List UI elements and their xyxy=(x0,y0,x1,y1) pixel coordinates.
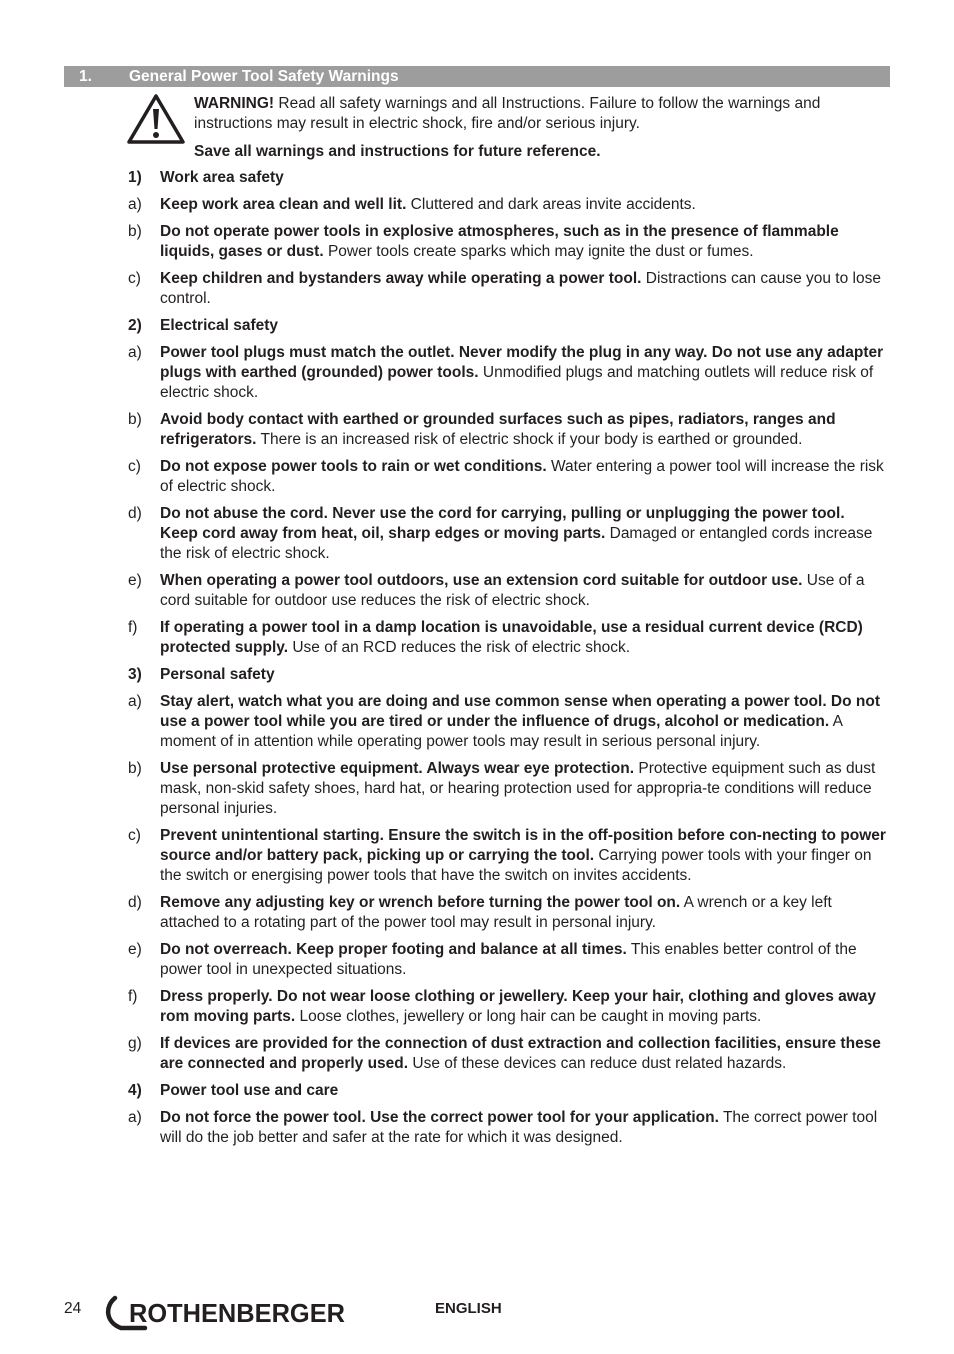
list-item xyxy=(0,987,954,1034)
item-bold-text: If devices are provided for the connection of dust extraction and collection facilities, ensure these are connected and properly used. xyxy=(160,1035,881,1072)
item-body-text: Protective equipment such as dust mask, non-skid safety shoes, hard hat, or hearing protection used for appropria-te conditions will reduce personal injuries. xyxy=(160,760,876,817)
item-body-text: Damaged or entangled cords increase the risk of electric shock. xyxy=(160,525,873,562)
item-bold-text: Remove any adjusting key or wrench before turning the power tool on. xyxy=(160,894,681,911)
item-letter: c) xyxy=(128,270,141,287)
item-bold-text: Use personal protective equipment. Always wear eye protection. xyxy=(160,760,635,777)
list-item xyxy=(0,759,954,826)
item-body-text: Loose clothes, jewellery or long hair can be caught in moving parts. xyxy=(295,1008,762,1025)
item-text xyxy=(160,826,886,886)
item-body-text: Unmodified plugs and matching outlets will reduce risk of electric shock. xyxy=(160,364,874,401)
subsection-heading xyxy=(0,665,954,692)
item-bold-text: Do not operate power tools in explosive atmospheres, such as in the presence of flammable liquids, gases or dust. xyxy=(160,223,839,260)
item-bold-text: Power tool plugs must match the outlet. Never modify the plug in any way. Do not use any adapter plugs with earthed (grounded) power tools. xyxy=(160,344,884,381)
list-item xyxy=(0,826,954,893)
list-item xyxy=(0,893,954,940)
item-body-text: Cluttered and dark areas invite accidents. xyxy=(406,196,696,213)
item-bold-text: Keep children and bystanders away while operating a power tool. xyxy=(160,270,642,287)
subsection-number: 2) xyxy=(128,317,142,334)
list-item xyxy=(0,571,954,618)
item-body-text: A moment of in attention while operating power tools may result in serious personal injury. xyxy=(160,713,843,750)
item-letter: c) xyxy=(128,827,141,844)
item-text xyxy=(160,343,886,403)
item-body-text: Use of these devices can reduce dust related hazards. xyxy=(408,1055,787,1072)
item-text xyxy=(160,269,886,309)
item-body-text: Power tools create sparks which may ignite the dust or fumes. xyxy=(323,243,754,260)
item-bold-text: Keep work area clean and well lit. xyxy=(160,196,407,213)
list-item xyxy=(0,692,954,759)
item-letter: b) xyxy=(128,760,142,777)
item-text xyxy=(160,1034,886,1074)
list-item xyxy=(0,457,954,504)
item-text xyxy=(160,195,886,215)
subsection-title: Electrical safety xyxy=(160,317,279,334)
section-title: General Power Tool Safety Warnings xyxy=(129,68,399,85)
item-text xyxy=(160,1108,886,1148)
page-footer xyxy=(0,1292,954,1342)
item-body-text: Use of a cord suitable for outdoor use reduces the risk of electric shock. xyxy=(160,572,865,609)
item-text xyxy=(160,571,886,611)
item-letter: e) xyxy=(128,572,142,589)
item-text xyxy=(160,504,886,564)
item-body-text: A wrench or a key left attached to a rotating part of the power tool may result in personal injury. xyxy=(160,894,832,931)
item-letter: a) xyxy=(128,196,142,213)
subsection-number: 3) xyxy=(128,666,142,683)
item-text xyxy=(160,222,886,262)
item-bold-text: Avoid body contact with earthed or grounded surfaces such as pipes, radiators, ranges and refrigerators. xyxy=(160,411,836,448)
item-bold-text: Do not expose power tools to rain or wet conditions. xyxy=(160,458,547,475)
item-letter: d) xyxy=(128,894,142,911)
subsection-title: Power tool use and care xyxy=(160,1082,339,1099)
page-number: 24 xyxy=(64,1300,82,1317)
warning-body: Read all safety warnings and all Instructions. Failure to follow the warnings and instructions may result in electric shock, fire and/or serious injury. xyxy=(194,95,821,132)
item-body-text: The correct power tool will do the job better and safer at the rate for which it was designed. xyxy=(160,1109,878,1146)
warning-label: WARNING! xyxy=(194,95,275,112)
item-text xyxy=(160,618,886,658)
item-bold-text: If operating a power tool in a damp location is unavoidable, use a residual current device (RCD) protected supply. xyxy=(160,619,863,656)
item-letter: a) xyxy=(128,344,142,361)
subsection-heading xyxy=(0,168,954,195)
item-bold-text: Do not force the power tool. Use the correct power tool for your application. xyxy=(160,1109,719,1126)
item-letter: f) xyxy=(128,988,138,1005)
warning-text xyxy=(194,94,886,134)
warning-triangle-icon xyxy=(126,93,186,145)
item-letter: e) xyxy=(128,941,142,958)
subsection-number: 4) xyxy=(128,1082,142,1099)
item-text xyxy=(160,987,886,1027)
list-item xyxy=(0,1108,954,1155)
item-letter: f) xyxy=(128,619,138,636)
list-item xyxy=(0,222,954,269)
section-header xyxy=(64,66,890,87)
item-bold-text: Do not abuse the cord. Never use the cord for carrying, pulling or unplugging the power tool. Keep cord away from heat, oil, sharp edges or moving parts. xyxy=(160,505,845,542)
item-text xyxy=(160,692,886,752)
section-number: 1. xyxy=(79,68,92,85)
save-instructions-note: Save all warnings and instructions for future reference. xyxy=(194,143,601,160)
item-body-text: Distractions can cause you to lose control. xyxy=(160,270,881,307)
item-letter: c) xyxy=(128,458,141,475)
language-label: ENGLISH xyxy=(435,1300,502,1317)
subsection-heading xyxy=(0,316,954,343)
brand-wordmark: ROTHENBERGER xyxy=(129,1298,346,1328)
item-letter: g) xyxy=(128,1035,142,1052)
list-item xyxy=(0,343,954,410)
subsection-title: Personal safety xyxy=(160,666,275,683)
item-body-text: Carrying power tools with your finger on the switch or energising power tools that have the switch on invites accidents. xyxy=(160,847,872,884)
list-item xyxy=(0,504,954,571)
list-item xyxy=(0,1034,954,1081)
item-body-text: There is an increased risk of electric shock if your body is earthed or grounded. xyxy=(256,431,803,448)
item-text xyxy=(160,410,886,450)
item-letter: a) xyxy=(128,1109,142,1126)
item-text xyxy=(160,759,886,819)
subsection-number: 1) xyxy=(128,169,142,186)
subsection-title: Work area safety xyxy=(160,169,284,186)
item-body-text: This enables better control of the power tool in unexpected situations. xyxy=(160,941,857,978)
item-text xyxy=(160,940,886,980)
item-text xyxy=(160,457,886,497)
list-item xyxy=(0,618,954,665)
item-bold-text: Dress properly. Do not wear loose clothing or jewellery. Keep your hair, clothing and gloves away rom moving parts. xyxy=(160,988,877,1025)
rothenberger-logo xyxy=(101,1292,349,1332)
item-letter: d) xyxy=(128,505,142,522)
item-letter: b) xyxy=(128,411,142,428)
item-body-text: Use of an RCD reduces the risk of electric shock. xyxy=(288,639,631,656)
item-bold-text: Prevent unintentional starting. Ensure the switch is in the off-position before con-necting to power source and/or battery pack, picking up or carrying the tool. xyxy=(160,827,886,864)
item-bold-text: Do not overreach. Keep proper footing and balance at all times. xyxy=(160,941,627,958)
item-letter: b) xyxy=(128,223,142,240)
item-body-text: Water entering a power tool will increase the risk of electric shock. xyxy=(160,458,884,495)
item-bold-text: When operating a power tool outdoors, use an extension cord suitable for outdoor use. xyxy=(160,572,803,589)
list-item xyxy=(0,195,954,222)
subsection-heading xyxy=(0,1081,954,1108)
item-bold-text: Stay alert, watch what you are doing and use common sense when operating a power tool. Do not use a power tool while you are tired or under the influence of drugs, alcohol or medication. xyxy=(160,693,881,730)
item-letter: a) xyxy=(128,693,142,710)
list-item xyxy=(0,940,954,987)
item-text xyxy=(160,893,886,933)
safety-instructions xyxy=(0,168,954,1155)
list-item xyxy=(0,269,954,316)
list-item xyxy=(0,410,954,457)
